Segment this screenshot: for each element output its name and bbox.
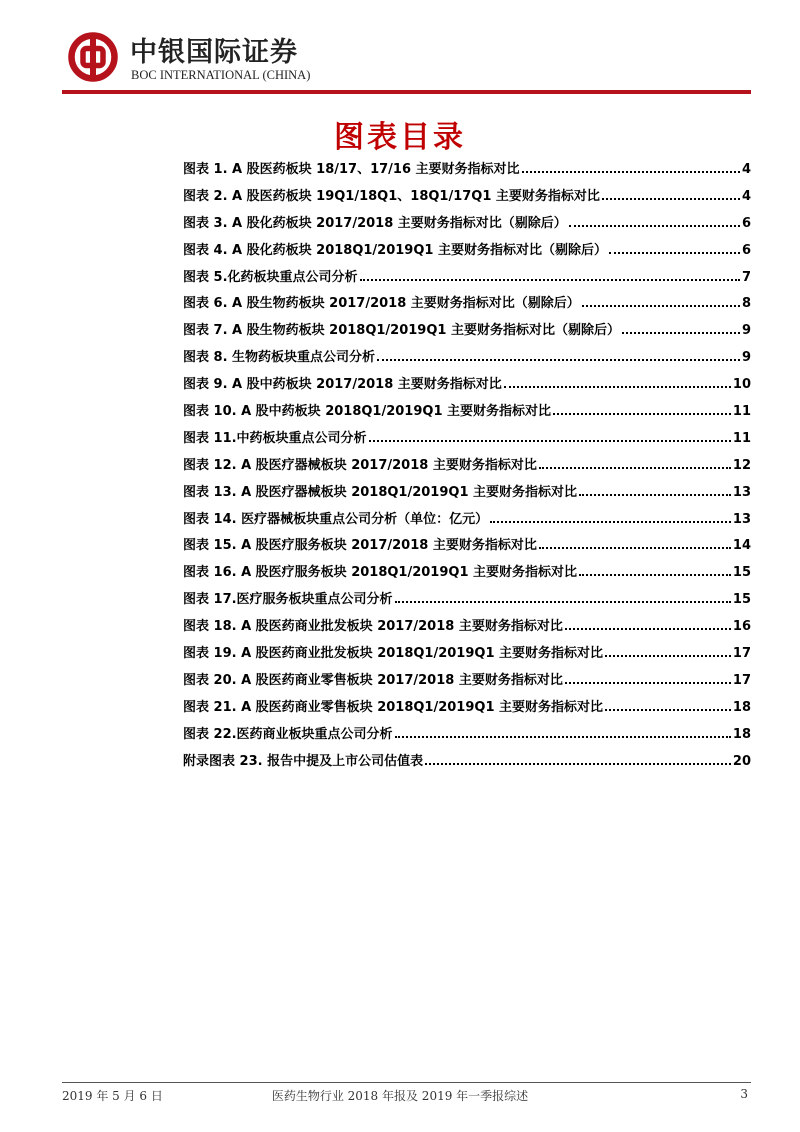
toc-entry[interactable] xyxy=(183,510,751,537)
toc-entry[interactable] xyxy=(183,752,751,779)
toc-dot-leader xyxy=(553,403,731,415)
toc-entry[interactable] xyxy=(183,348,751,375)
toc-entry-page: 18 xyxy=(732,699,751,715)
toc-entry-page: 17 xyxy=(732,646,751,662)
toc-dot-leader xyxy=(522,161,740,173)
brand-name-en: BOC INTERNATIONAL (CHINA) xyxy=(131,68,311,82)
toc-dot-leader xyxy=(377,349,740,361)
toc-entry-page: 12 xyxy=(732,457,751,473)
toc-entry-label: 图表 11.中药板块重点公司分析 xyxy=(183,430,367,446)
toc-entry[interactable] xyxy=(183,617,751,644)
toc-entry-page: 13 xyxy=(732,484,751,500)
toc-entry[interactable] xyxy=(183,375,751,402)
toc-entry-label: 图表 20. A 股医药商业零售板块 2017/2018 主要财务指标对比 xyxy=(183,672,563,688)
footer-date: 2019 年 5 月 6 日 xyxy=(62,1089,163,1103)
toc-entry-page: 15 xyxy=(732,565,751,581)
toc-entry[interactable] xyxy=(183,187,751,214)
toc-entry-label: 图表 4. A 股化药板块 2018Q1/2019Q1 主要财务指标对比（剔除后） xyxy=(183,242,607,258)
toc-entry-page: 11 xyxy=(732,430,751,446)
toc-entry-page: 17 xyxy=(732,672,751,688)
toc-entry-page: 18 xyxy=(732,726,751,742)
toc-dot-leader xyxy=(504,376,731,388)
toc-entry-label: 图表 2. A 股医药板块 19Q1/18Q1、18Q1/17Q1 主要财务指标对比 xyxy=(183,188,600,204)
toc-entry-label: 图表 8. 生物药板块重点公司分析 xyxy=(183,350,376,366)
toc-entry-page: 4 xyxy=(741,162,751,177)
toc-entry[interactable] xyxy=(183,671,751,698)
toc-entry-label: 图表 19. A 股医药商业批发板块 2018Q1/2019Q1 主要财务指标对比 xyxy=(183,646,604,662)
toc-dot-leader xyxy=(369,430,731,442)
footer-page-number: 3 xyxy=(740,1087,748,1101)
toc-entry-page: 16 xyxy=(732,619,751,635)
toc-entry-page: 13 xyxy=(732,511,751,527)
toc-list xyxy=(183,160,751,778)
toc-entry-label: 图表 22.医药商业板块重点公司分析 xyxy=(183,726,393,742)
toc-entry[interactable] xyxy=(183,321,751,348)
toc-dot-leader xyxy=(605,645,731,657)
toc-entry-label: 图表 7. A 股生物药板块 2018Q1/2019Q1 主要财务指标对比（剔除后） xyxy=(183,323,620,339)
toc-entry[interactable] xyxy=(183,456,751,483)
toc-entry-page: 15 xyxy=(732,592,751,608)
toc-dot-leader xyxy=(622,322,740,334)
toc-entry[interactable] xyxy=(183,536,751,563)
toc-entry[interactable] xyxy=(183,402,751,429)
toc-entry-label: 附录图表 23. 报告中提及上市公司估值表 xyxy=(183,753,424,769)
toc-dot-leader xyxy=(579,484,731,496)
toc-entry[interactable] xyxy=(183,214,751,241)
footer-divider xyxy=(62,1082,751,1083)
toc-entry-page: 9 xyxy=(741,350,751,366)
toc-entry-label: 图表 12. A 股医疗器械板块 2017/2018 主要财务指标对比 xyxy=(183,457,537,473)
toc-entry-label: 图表 3. A 股化药板块 2017/2018 主要财务指标对比（剔除后） xyxy=(183,215,567,231)
toc-entry[interactable] xyxy=(183,294,751,321)
toc-dot-leader xyxy=(602,188,740,200)
toc-entry-label: 图表 5.化药板块重点公司分析 xyxy=(183,269,358,285)
toc-entry-page: 11 xyxy=(732,404,751,420)
toc-entry[interactable] xyxy=(183,698,751,725)
toc-entry-label: 图表 17.医疗服务板块重点公司分析 xyxy=(183,592,393,608)
toc-entry[interactable] xyxy=(183,429,751,456)
toc-dot-leader xyxy=(539,537,731,549)
toc-entry[interactable] xyxy=(183,268,751,295)
toc-entry-page: 9 xyxy=(741,323,751,339)
toc-entry[interactable] xyxy=(183,160,751,187)
toc-dot-leader xyxy=(490,511,731,523)
toc-entry-page: 6 xyxy=(741,242,751,258)
toc-entry-label: 图表 13. A 股医疗器械板块 2018Q1/2019Q1 主要财务指标对比 xyxy=(183,484,578,500)
toc-dot-leader xyxy=(565,618,731,630)
toc-dot-leader xyxy=(425,753,731,765)
toc-entry-page: 8 xyxy=(741,296,751,312)
toc-entry-label: 图表 1. A 股医药板块 18/17、17/16 主要财务指标对比 xyxy=(183,162,520,177)
toc-entry[interactable] xyxy=(183,563,751,590)
toc-entry-label: 图表 16. A 股医疗服务板块 2018Q1/2019Q1 主要财务指标对比 xyxy=(183,565,578,581)
toc-entry[interactable] xyxy=(183,590,751,617)
toc-entry-page: 7 xyxy=(741,269,751,285)
header-divider xyxy=(62,90,751,94)
boc-logo-icon xyxy=(68,32,118,82)
toc-entry-label: 图表 10. A 股中药板块 2018Q1/2019Q1 主要财务指标对比 xyxy=(183,404,552,420)
toc-entry[interactable] xyxy=(183,241,751,268)
footer-report-title: 医药生物行业 2018 年报及 2019 年一季报综述 xyxy=(271,1089,529,1103)
toc-entry-page: 10 xyxy=(732,377,751,393)
toc-entry[interactable] xyxy=(183,483,751,510)
toc-dot-leader xyxy=(569,215,740,227)
toc-entry-label: 图表 18. A 股医药商业批发板块 2017/2018 主要财务指标对比 xyxy=(183,619,563,635)
toc-entry-page: 20 xyxy=(732,753,751,769)
toc-dot-leader xyxy=(565,672,731,684)
toc-entry[interactable] xyxy=(183,725,751,752)
toc-dot-leader xyxy=(609,242,740,254)
toc-dot-leader xyxy=(539,457,731,469)
brand-name-cn: 中银国际证券 xyxy=(130,37,298,68)
toc-title: 图表目录 xyxy=(334,120,466,155)
toc-dot-leader xyxy=(360,269,740,281)
toc-dot-leader xyxy=(605,699,731,711)
toc-entry[interactable] xyxy=(183,644,751,671)
toc-entry-label: 图表 15. A 股医疗服务板块 2017/2018 主要财务指标对比 xyxy=(183,538,537,554)
toc-entry-page: 4 xyxy=(741,188,751,204)
toc-dot-leader xyxy=(579,564,731,576)
toc-entry-page: 6 xyxy=(741,215,751,231)
toc-entry-page: 14 xyxy=(732,538,751,554)
toc-entry-label: 图表 6. A 股生物药板块 2017/2018 主要财务指标对比（剔除后） xyxy=(183,296,580,312)
toc-entry-label: 图表 21. A 股医药商业零售板块 2018Q1/2019Q1 主要财务指标对比 xyxy=(183,699,604,715)
toc-dot-leader xyxy=(395,726,731,738)
toc-entry-label: 图表 14. 医疗器械板块重点公司分析（单位：亿元） xyxy=(183,511,489,527)
toc-entry-label: 图表 9. A 股中药板块 2017/2018 主要财务指标对比 xyxy=(183,377,502,393)
toc-dot-leader xyxy=(395,591,731,603)
toc-dot-leader xyxy=(582,295,740,307)
